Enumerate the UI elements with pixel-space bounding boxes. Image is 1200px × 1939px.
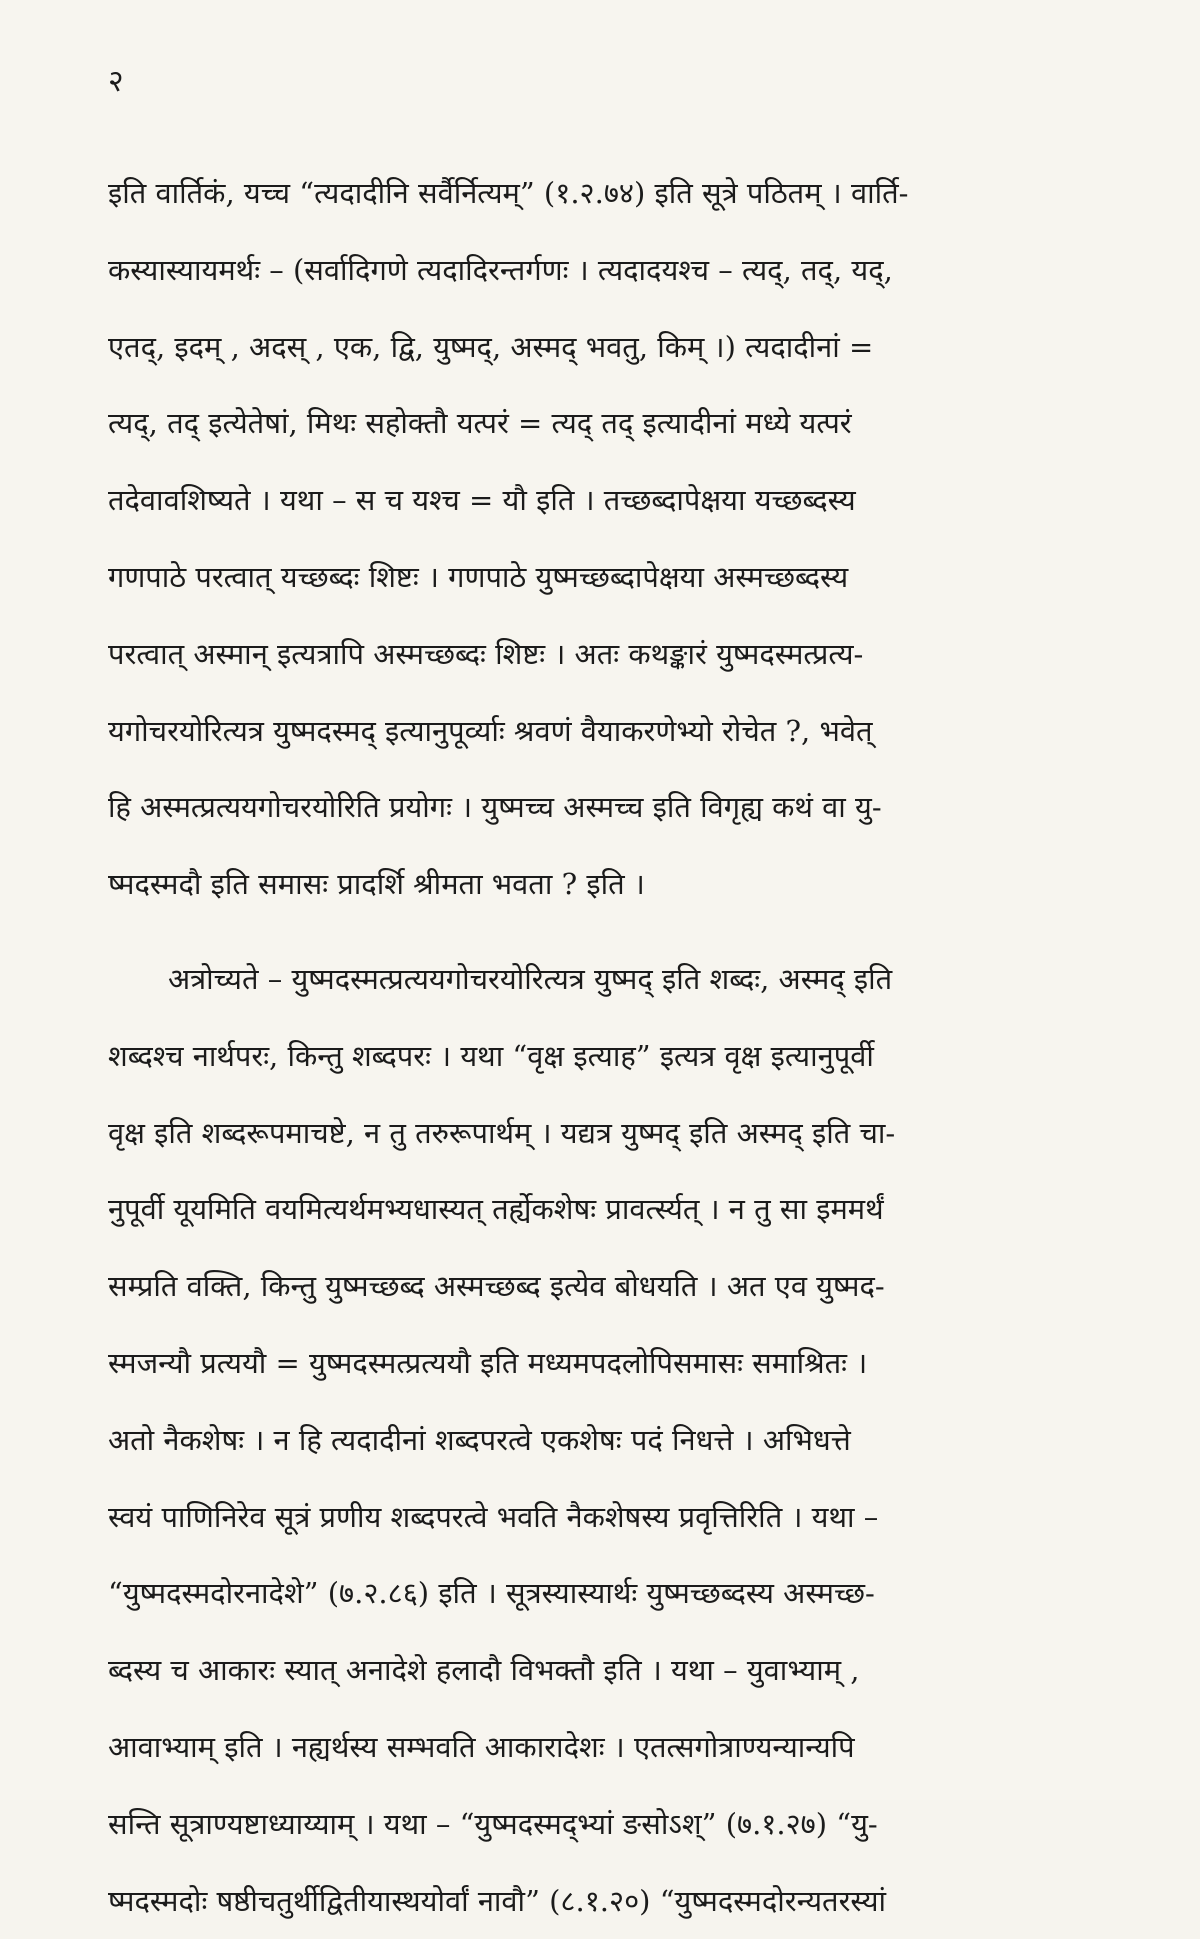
text-line: शब्दश्च नार्थपरः, किन्तु शब्दपरः । यथा “वृक्ष इत्याह” इत्यत्र वृक्ष इत्यानुपूर्वी [108, 1038, 874, 1073]
text-line: परत्वात् अस्मान् इत्यत्रापि अस्मच्छब्दः शिष्टः । अतः कथङ्कारं युष्मदस्मत्प्रत्य- [108, 636, 864, 671]
text-line: तदेवावशिष्यते । यथा – स च यश्च = यौ इति । तच्छब्दापेक्षया यच्छब्दस्य [108, 483, 856, 518]
text-line: नुपूर्वी यूयमिति वयमित्यर्थमभ्यधास्यत् तर्ह्येकशेषः प्रावर्त्स्यत् । न तु सा इममर्थं [108, 1192, 884, 1227]
text-line: “युष्मदस्मदोरनादेशे” (७.२.८६) इति । सूत्रस्यास्यार्थः युष्मच्छब्दस्य अस्मच्छ- [108, 1576, 875, 1611]
paragraph-1 [108, 155, 1128, 923]
text-line: इति वार्तिकं, यच्च “त्यदादीनि सर्वैर्नित्यम्” (१.२.७४) इति सूत्रे पठितम् । वार्ति- [108, 176, 909, 210]
text-line: सम्प्रति वक्ति, किन्तु युष्मच्छब्द अस्मच्छब्द इत्येव बोधयति । अत एव युष्मद- [108, 1269, 885, 1304]
text-line: अत्रोच्यते – युष्मदस्मत्प्रत्ययगोचरयोरित्यत्र युष्मद् इति शब्दः, अस्मद् इति [168, 961, 893, 996]
text-line: यगोचरयोरित्यत्र युष्मदस्मद् इत्यानुपूर्व्याः श्रवणं वैयाकरणेभ्यो रोचेत ?, भवेत् [108, 713, 873, 748]
body-text [108, 155, 1128, 1939]
text-line: कस्यास्यायमर्थः – (सर्वादिगणे त्यदादिरन्तर्गणः । त्यदादयश्च – त्यद्, तद्, यद्, [108, 252, 893, 287]
text-line: एतद्, इदम् , अदस् , एक, द्वि, युष्मद्, अस्मद् भवतु, किम् ।) त्यदादीनां = [108, 329, 874, 364]
text-line: गणपाठे परत्वात् यच्छब्दः शिष्टः । गणपाठे युष्मच्छब्दापेक्षया अस्मच्छब्दस्य [108, 559, 849, 594]
paragraph-2 [108, 941, 1128, 1939]
text-line: ष्मदस्मदोः षष्ठीचतुर्थीद्वितीयास्थयोर्वां नावौ” (८.१.२०) “युष्मदस्मदोरन्यतरस्यां [108, 1883, 887, 1918]
text-line: ब्दस्य च आकारः स्यात् अनादेशे हलादौ विभक्तौ इति । यथा – युवाभ्याम् , [108, 1653, 860, 1688]
text-line: सन्ति सूत्राण्यष्टाध्याय्याम् । यथा – “युष्मदस्मद्भ्यां ङसोऽश्” (७.१.२७) “यु- [108, 1806, 878, 1841]
text-line: स्मजन्यौ प्रत्ययौ = युष्मदस्मत्प्रत्ययौ इति मध्यमपदलोपिसमासः समाश्रितः । [108, 1345, 868, 1380]
text-line: स्वयं पाणिनिरेव सूत्रं प्रणीय शब्दपरत्वे भवति नैकशेषस्य प्रवृत्तिरिति । यथा – [108, 1499, 879, 1534]
text-line: आवाभ्याम् इति । नह्यर्थस्य सम्भवति आकारादेशः । एतत्सगोत्राण्यन्यान्यपि [108, 1729, 855, 1764]
text-line: वृक्ष इति शब्दरूपमाचष्टे, न तु तरुरूपार्थम् । यद्यत्र युष्मद् इति अस्मद् इति चा- [108, 1115, 896, 1150]
text-line: त्यद्, तद् इत्येतेषां, मिथः सहोक्तौ यत्परं = त्यद् तद् इत्यादीनां मध्ये यत्परं [108, 406, 852, 441]
page-number: २ [108, 64, 124, 99]
text-line: ष्मदस्मदौ इति समासः प्रादर्शि श्रीमता भवता ? इति । [108, 867, 645, 902]
text-line: हि अस्मत्प्रत्ययगोचरयोरिति प्रयोगः । युष्मच्च अस्मच्च इति विगृह्य कथं वा यु- [108, 790, 882, 825]
text-line: अतो नैकशेषः । न हि त्यदादीनां शब्दपरत्वे एकशेषः पदं निधत्ते । अभिधत्ते [108, 1422, 851, 1457]
paragraph-gap [108, 923, 1128, 941]
